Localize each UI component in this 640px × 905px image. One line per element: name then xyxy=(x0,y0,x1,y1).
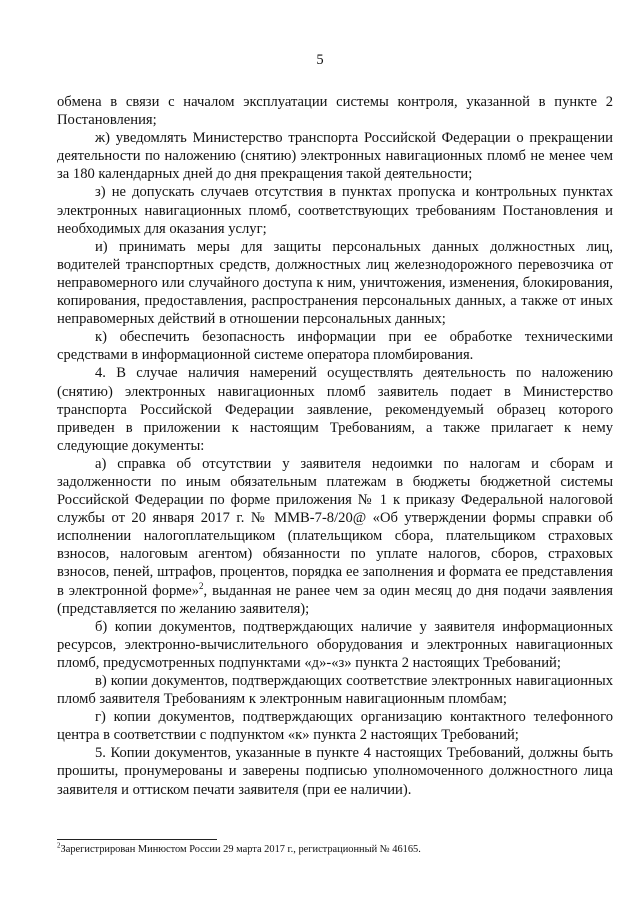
footnote-separator xyxy=(57,839,217,840)
footnote xyxy=(57,843,613,856)
paragraph-5: 5. Копии документов, указанные в пункте 4 настоящих Требований, должны быть прошиты, пронумерованы и заверены подписью уполномоченного должностного лица заявителя и оттиском печати заявителя (при ее наличии). xyxy=(57,745,613,798)
paragraph-z: з) не допускать случаев отсутствия в пунктах пропуска и контрольных пунктах электронных навигационных пломб, соответствующих требованиям Постановления и необходимых для оказания услуг; xyxy=(57,184,613,237)
paragraph-b: б) копии документов, подтверждающих наличие у заявителя информационных ресурсов, электронно-вычислительного оборудования и электронных навигационных пломб, предусмотренных подпунктами «д»-«з» пункта 2 настоящих Требований; xyxy=(57,618,613,671)
paragraph-a-text: а) справка об отсутствии у заявителя недоимки по налогам и сборам и задолженности по иным обязательным платежам в бюджеты бюджетной системы Российской Федерации по форме приложения № 1 к приказу Федеральной налоговой службы от 20 января 2017 г. № ММВ-7-8/20@ «Об утверждении формы справки об исполнении налогоплательщиком (плательщиком сбора, плательщиком страховых взносов, налоговым агентом) обязанности по уплате налогов, сборов, страховых взносов, пеней, штрафов, процентов, порядка ее заполнения и формата ее представления в электронной форме» xyxy=(57,455,613,599)
paragraph-a-text-after: , выданная не ранее чем за один месяц до дня подачи заявления (представляется по желанию заявителя); xyxy=(57,582,613,617)
page-number: 5 xyxy=(316,52,324,68)
paragraph-zh: ж) уведомлять Министерство транспорта Российской Федерации о прекращении деятельности по наложению (снятию) электронных навигационных пломб не менее чем за 180 календарных дней до дня прекращения такой деятельности; xyxy=(57,130,613,183)
paragraph-g: г) копии документов, подтверждающих организацию контактного телефонного центра в соответствии с подпунктом «к» пункта 2 настоящих Требований; xyxy=(57,709,613,744)
paragraph-v: в) копии документов, подтверждающих соответствие электронных навигационных пломб заявителя Требованиям к электронным навигационным пломбам; xyxy=(57,673,613,708)
paragraph-a xyxy=(57,455,613,618)
footnote-reference: 2 xyxy=(199,580,204,591)
footnote-number: 2 xyxy=(57,841,61,850)
paragraph-4: 4. В случае наличия намерений осуществлять деятельность по наложению (снятию) электронных навигационных пломб заявитель подает в Министерство транспорта Российской Федерации заявление, рекомендуемый образец которого приведен в приложении к настоящим Требованиям, а также прилагает к нему следующие документы: xyxy=(57,365,613,454)
footnote-text: Зарегистрирован Минюстом России 29 марта 2017 г., регистрационный № 46165. xyxy=(60,844,421,855)
paragraph-i: и) принимать меры для защиты персональных данных должностных лиц, водителей транспортных средств, должностных лиц железнодорожного перевозчика от неправомерного или случайного доступа к ним, уничтожения, изменения, блокирования, копирования, предоставления, распространения персональных данных, а также от иных неправомерных действий в отношении персональных данных; xyxy=(57,238,613,328)
paragraph-continuation: обмена в связи с началом эксплуатации системы контроля, указанной в пункте 2 Постановления; xyxy=(57,94,613,129)
paragraph-k: к) обеспечить безопасность информации при ее обработке техническими средствами в информационной системе оператора пломбирования. xyxy=(57,329,613,364)
document-body xyxy=(57,93,613,799)
